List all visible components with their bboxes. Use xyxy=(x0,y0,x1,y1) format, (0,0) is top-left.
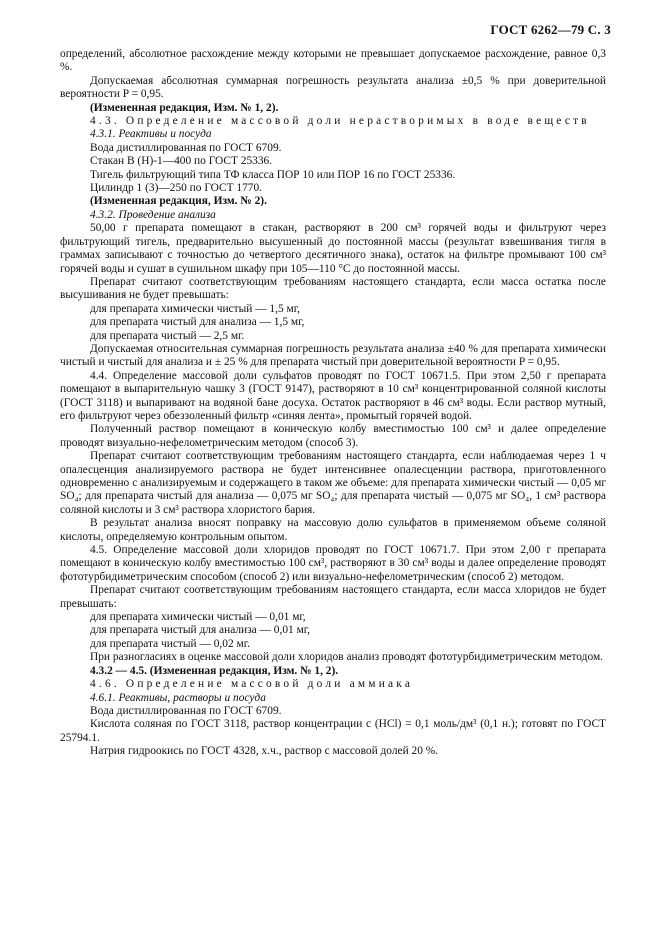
section-heading: 4.3. Определение массовой доли нерастворимых в воде веществ xyxy=(90,115,590,128)
paragraph: 4.4. Определение массовой доли сульфатов проводят по ГОСТ 10671.5. При этом 2,50 г препарата помещают в выпарительную чашку 3 (ГОСТ 9147), растворяют в 10 см³ концентрированной соляной кислоты (ГОСТ 3118) и выпаривают на водяной бане досуха. Остаток растворяют в 46 см³ воды. Если раствор мутный, его фильтруют через обеззоленный фильтр «синяя лента», промытый горячей водой. xyxy=(60,369,606,422)
page-header: ГОСТ 6262—79 С. 3 xyxy=(490,22,611,37)
paragraph: Препарат считают соответствующим требованиям настоящего стандарта, если масса остатка после высушивания не будет превышать: xyxy=(60,275,606,302)
paragraph: Полученный раствор помещают в коническую колбу вместимостью 100 см³ и далее определение проводят визуально-нефелометрическим методом (способ 3). xyxy=(60,423,606,449)
paragraph: Препарат считают соответствующим требованиям настоящего стандарта, если наблюдаемая через 1 ч опалесценция анализируемого раствора не будет интенсивнее опалесценции раствора, приготовленного одновременно с анализируемым и содержащего в таком же объеме: для препарата химически чистый — 0,05 мг SO₄; для препарата чистый для анализа — 0,075 мг SO₄; для препарата чистый — 0,075 мг SO₄, 1 см³ раствора соляной кислоты и 3 см³ раствора хлористого бария. xyxy=(60,450,606,516)
paragraph: Кислота соляная по ГОСТ 3118, раствор концентрации с (НСl) = 0,1 моль/дм³ (0,1 н.); готовят по ГОСТ 25794.1. xyxy=(60,718,606,744)
subsection-heading: 4.3.1. Реактивы и посуда xyxy=(90,128,212,141)
amendment-note: (Измененная редакция, Изм. № 1, 2). xyxy=(90,101,279,114)
paragraph: Допускаемая относительная суммарная погрешность результата анализа ±40 % для препарата химически чистый и чистый для анализа и ± 25 % для препарата чистый при доверительной вероятности P = 0,95. xyxy=(60,342,606,369)
list-item: для препарата химически чистый — 0,01 мг, xyxy=(90,611,306,624)
amendment-note: 4.3.2 — 4.5. (Измененная редакция, Изм. № 1, 2). xyxy=(90,664,339,677)
paragraph: 50,00 г препарата помещают в стакан, растворяют в 200 см³ горячей воды и фильтруют через фильтрующий тигель, предварительно высушенный до постоянной массы (результат взвешивания тигля в граммах записывают с точностью до четвертого десятичного знака), остаток на фильтре промывают 100 см³ горячей воды и сушат в сушильном шкафу при 105—110 °С до постоянной массы. xyxy=(60,222,606,275)
paragraph: Препарат считают соответствующим требованиям настоящего стандарта, если масса хлоридов не будет превышать: xyxy=(60,584,606,610)
paragraph: В результат анализа вносят поправку на массовую долю сульфатов в применяемом объеме соляной кислоты, определяемую контрольным опытом. xyxy=(60,517,606,543)
list-item: Вода дистиллированная по ГОСТ 6709. xyxy=(90,141,282,154)
list-item: для препарата чистый — 0,02 мг. xyxy=(90,637,250,650)
paragraph: Допускаемая абсолютная суммарная погрешность результата анализа ±0,5 % при доверительной вероятности P = 0,95. xyxy=(60,74,606,101)
paragraph: При разногласиях в оценке массовой доли хлоридов анализ проводят фототурбидиметрическим методом. xyxy=(90,651,603,664)
paragraph: Натрия гидроокись по ГОСТ 4328, х.ч., раствор с массовой долей 20 %. xyxy=(90,745,439,758)
list-item: Вода дистиллированная по ГОСТ 6709. xyxy=(90,704,282,717)
list-item: Цилиндр 1 (3)—250 по ГОСТ 1770. xyxy=(90,182,263,195)
amendment-note: (Измененная редакция, Изм. № 2). xyxy=(90,195,267,208)
subsection-heading: 4.6.1. Реактивы, растворы и посуда xyxy=(90,691,266,704)
list-item: Стакан В (Н)-1—400 по ГОСТ 25336. xyxy=(90,155,273,168)
paragraph: определений, абсолютное расхождение между которыми не превышает допускаемое расхождение, равное 0,3 %. xyxy=(60,48,606,74)
list-item: для препарата чистый для анализа — 1,5 мг, xyxy=(90,316,305,329)
paragraph: 4.5. Определение массовой доли хлоридов проводят по ГОСТ 10671.7. При этом 2,00 г препарата помещают в коническую колбу вместимостью 100 см³, растворяют в 30 см³ воды и далее определение проводят фототурбидиметрическим способом (способ 2) или визуально-нефелометрическим (способ 2) методом. xyxy=(60,544,606,583)
section-heading: 4.6. Определение массовой доли аммиака xyxy=(90,678,414,691)
document-body xyxy=(60,48,606,759)
subsection-heading: 4.3.2. Проведение анализа xyxy=(90,208,216,221)
list-item: для препарата химически чистый — 1,5 мг, xyxy=(90,302,300,315)
list-item: Тигель фильтрующий типа ТФ класса ПОР 10 или ПОР 16 по ГОСТ 25336. xyxy=(90,168,456,181)
list-item: для препарата чистый — 2,5 мг. xyxy=(90,329,245,342)
list-item: для препарата чистый для анализа — 0,01 мг, xyxy=(90,624,311,637)
